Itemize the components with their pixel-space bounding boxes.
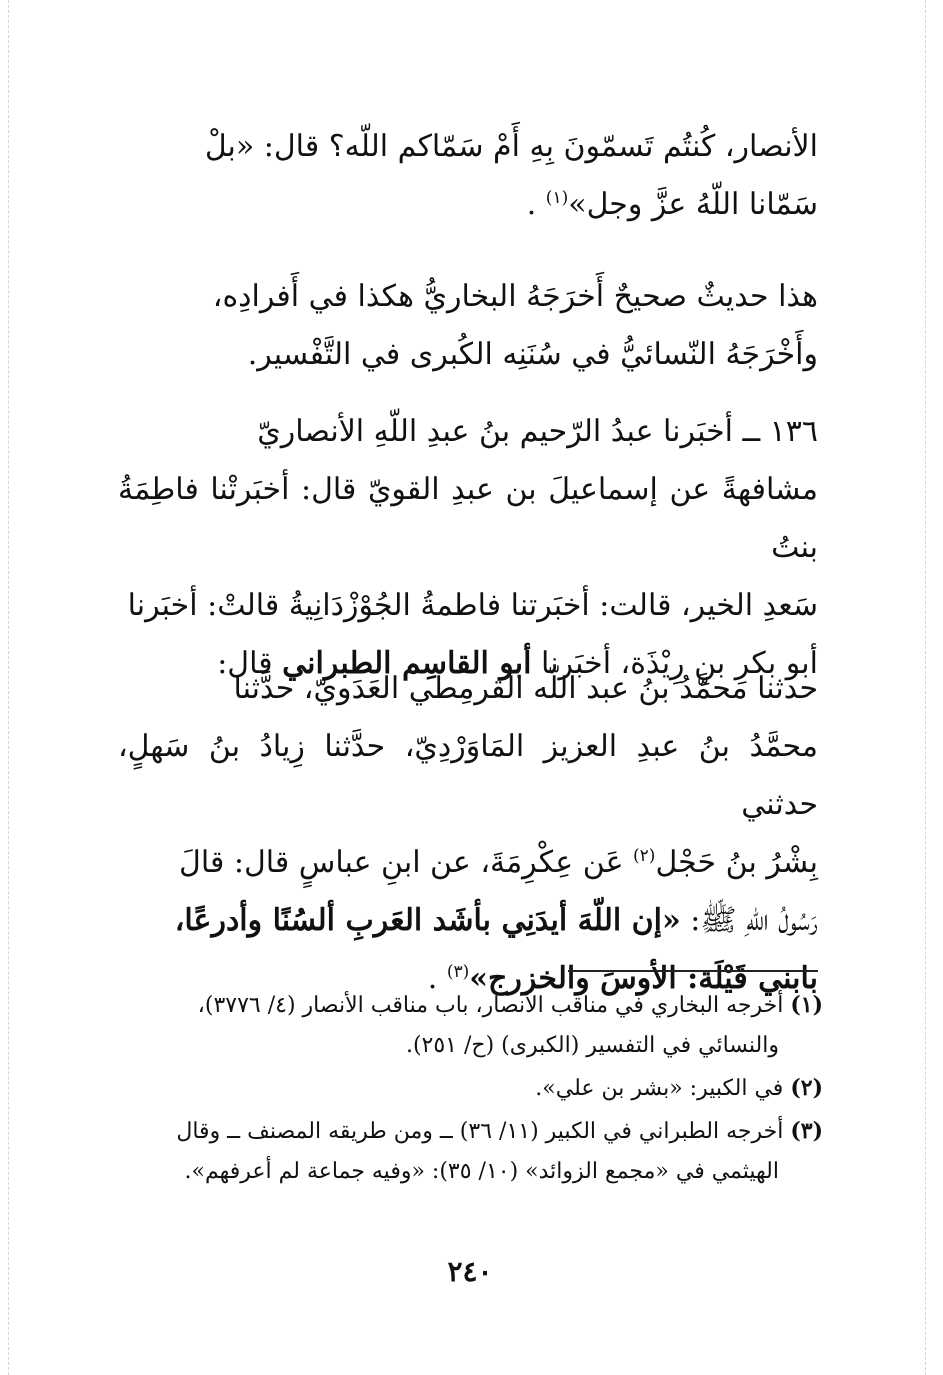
footnote-2-text: في الكبير: «بشر بن علي».	[535, 1076, 784, 1101]
footnote-1-number: (١)	[790, 992, 823, 1018]
scan-edge-right	[925, 0, 926, 1375]
footnote-3-number: (٣)	[790, 1118, 823, 1144]
p1-line-1: الأنصار، كُنتُم تَسمّونَ بِهِ أَمْ سَمّاكم اللّه؟ قال: «بلْ	[204, 129, 818, 164]
scan-edge-left	[8, 0, 9, 1375]
footnote-ref-3[interactable]: (٣)	[446, 962, 470, 982]
footnote-1	[118, 985, 823, 1066]
p3-line-2: مشافهةً عن إسماعيلَ بن عبدِ القويّ قال: أخبَرتْنا فاطِمَةُ بنتُ	[118, 472, 818, 565]
p3-line-4: أبو بكرِ بنِ رِيْذَة، أخبَرنا	[541, 646, 818, 681]
footnote-2-number: (٢)	[790, 1075, 823, 1101]
narrator-name: أبو القاسِم الطبراني	[282, 646, 532, 681]
footnote-1-text: أخرجه البخاري في مناقب الأنصار، باب مناقب الأنصار (٤/ ٣٧٧٦)،	[197, 993, 784, 1018]
footnote-ref-2[interactable]: (٢)	[633, 846, 656, 866]
p4-line-2: محمَّدُ بنُ عبدِ العزيز المَاوَرْدِيّ، حدَّثنا زِيادُ بنُ سَهلٍ، حدثني	[118, 729, 818, 822]
p1-line-2: سَمّانا اللّهُ عزَّ وجل»	[568, 187, 818, 222]
p4-line-3: بِشْرُ بنُ حَجْل	[655, 845, 818, 880]
p2-line-2: وأَخْرَجَهُ النّسائيُّ في سُنَنِه الكُبرى في التَّفْسير.	[247, 337, 818, 372]
paragraph-2	[118, 268, 818, 384]
p3-line-3: سَعدِ الخير، قالت: أخبَرتنا فاطمةُ الجُوْزْدَانِيةُ قالتْ: أخبَرنا	[127, 588, 818, 623]
paragraph-3	[118, 403, 818, 693]
page-number: ٢٤٠	[447, 1255, 493, 1288]
p1-tail: .	[526, 187, 537, 222]
p4-line-1: حدثنا محمَّدُ بنُ عبد اللّه القرمِطي العَدَويّ، حدَّثنا	[233, 671, 818, 706]
footnote-3	[118, 1111, 823, 1192]
p3-line-1: ١٣٦ ــ أخبَرنا عبدُ الرّحيم بنُ عبدِ اللّهِ الأنصاريّ	[257, 414, 818, 449]
p4-line-5-hadith: بابني قَيْلَة: الأوسَ والخزرج»	[469, 961, 818, 996]
p4-line-3-rest: عَن عِكْرِمَةَ، عن ابنِ عباسٍ قال: قالَ	[179, 845, 624, 880]
footnotes	[118, 985, 823, 1194]
paragraph-4	[118, 660, 818, 1008]
footnote-1-continuation: والنسائي في التفسير (الكبرى) (ح/ ٢٥١).	[405, 1033, 779, 1058]
p3-tail: قال:	[217, 646, 273, 681]
p4-line-4-hadith: «إن اللّهَ أيدَنِي بأشَد العَربِ ألسُنًا وأدرعًا،	[174, 903, 681, 938]
footnote-ref-1[interactable]: (١)	[545, 188, 569, 208]
footnote-divider	[568, 970, 818, 972]
p2-line-1: هذا حديثٌ صحيحٌ أَخرَجَهُ البخاريُّ هكذا في أَفرادِه،	[212, 279, 818, 314]
footnote-3-text: أخرجه الطبراني في الكبير (١١/ ٣٦) ــ ومن طريقه المصنف ــ وقال	[176, 1119, 784, 1144]
footnote-3-continuation: الهيثمي في «مجمع الزوائد» (١٠/ ٣٥): «وفيه جماعة لم أعرفهم».	[184, 1159, 779, 1184]
p4-tail: .	[427, 961, 438, 996]
p4-line-4-plain: رَسُولُ اللّهِ ﷺ:	[690, 903, 818, 938]
paragraph-1	[118, 118, 818, 234]
footnote-2	[118, 1068, 823, 1109]
